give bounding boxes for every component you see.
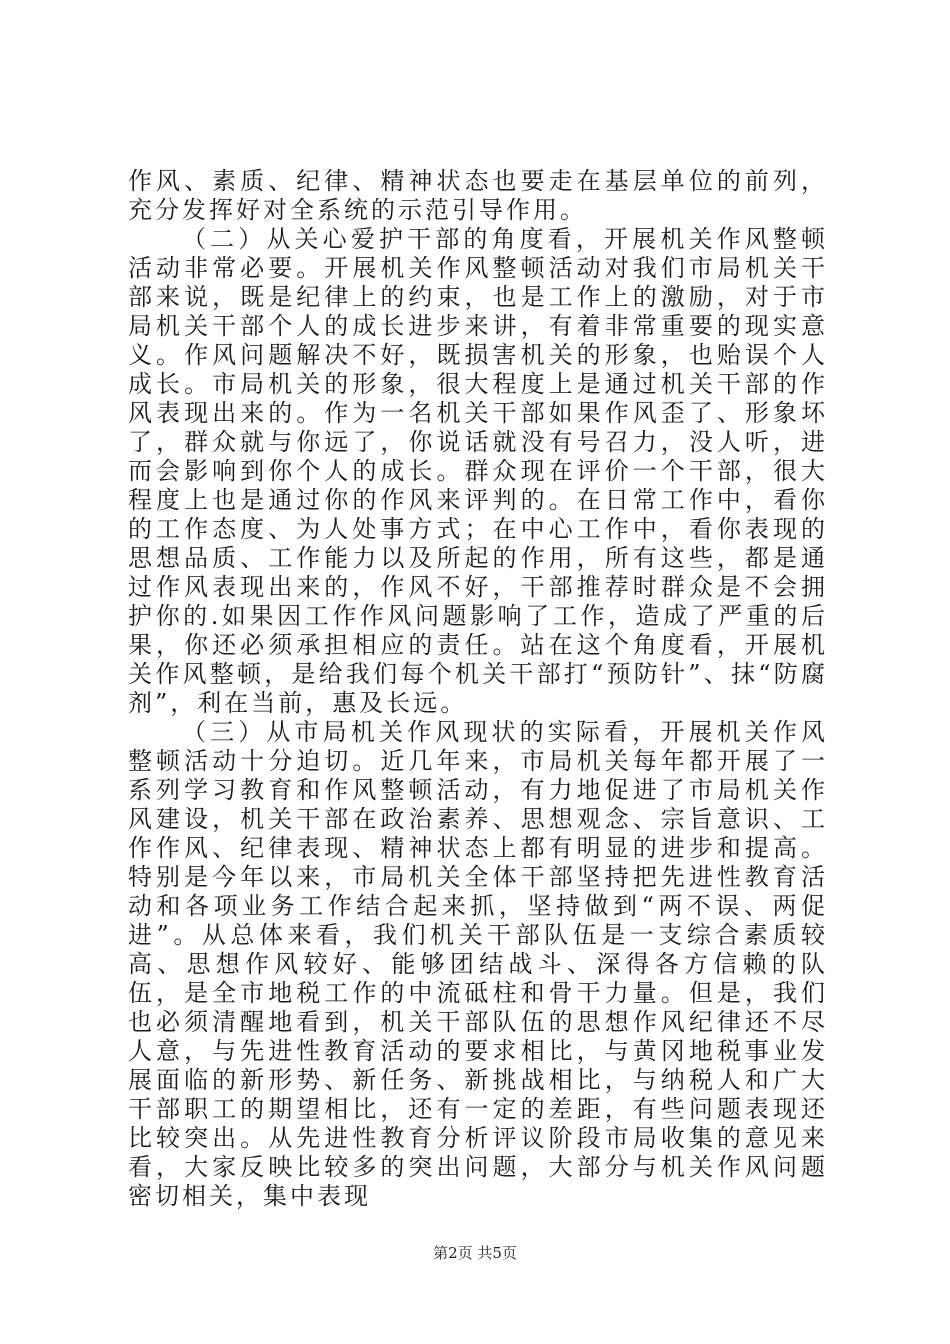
page-number-footer: 第2页 共5页 xyxy=(433,1244,517,1262)
paragraph-continuation: 作风、素质、纪律、精神状态也要走在基层单位的前列，充分发挥好对全系统的示范引导作用。 xyxy=(128,167,828,224)
paragraph-section-two: （二）从关心爱护干部的角度看，开展机关作风整顿活动非常必要。开展机关作风整顿活动对我们市局机关干部来说，既是纪律上的约束，也是工作上的激励，对于市局机关干部个人的成长进步来讲，有着非常重要的现实意义。作风问题解决不好，既损害机关的形象，也贻误个人成长。市局机关的形象，很大程度上是通过机关干部的作风表现出来的。作为一名机关干部如果作风歪了、形象坏了，群众就与你远了，你说话就没有号召力，没人听，进而会影响到你个人的成长。群众现在评价一个干部，很大程度上也是通过你的作风来评判的。在日常工作中，看你的工作态度、为人处事方式；在中心工作中，看你表现的思想品质、工作能力以及所起的作用，所有这些，都是通过作风表现出来的，作风不好，干部推荐时群众是不会拥护你的.如果因工作作风问题影响了工作，造成了严重的后果，你还必须承担相应的责任。站在这个角度看，开展机关作风整顿，是给我们每个机关干部打“预防针”、抹“防腐剂”，利在当前，惠及长远。 xyxy=(128,225,828,717)
paragraph-section-three: （三）从市局机关作风现状的实际看，开展机关作风整顿活动十分迫切。近几年来，市局机关每年都开展了一系列学习教育和作风整顿活动，有力地促进了市局机关作风建设，机关干部在政治素养、思想观念、宗旨意识、工作作风、纪律表现、精神状态上都有明显的进步和提高。特别是今年以来，市局机关全体干部坚持把先进性教育活动和各项业务工作结合起来抓，坚持做到“两不误、两促进”。从总体来看，我们机关干部队伍是一支综合素质较高、思想作风较好、能够团结战斗、深得各方信赖的队伍，是全市地税工作的中流砥柱和骨干力量。但是，我们也必须清醒地看到，机关干部队伍的思想作风纪律还不尽人意，与先进性教育活动的要求相比，与黄冈地税事业发展面临的新形势、新任务、新挑战相比，与纳税人和广大干部职工的期望相比，还有一定的差距，有些问题表现还比较突出。从先进性教育分析评议阶段市局收集的意见来看，大家反映比较多的突出问题，大部分与机关作风问题密切相关，集中表现 xyxy=(128,718,828,1210)
document-body xyxy=(128,167,828,1211)
